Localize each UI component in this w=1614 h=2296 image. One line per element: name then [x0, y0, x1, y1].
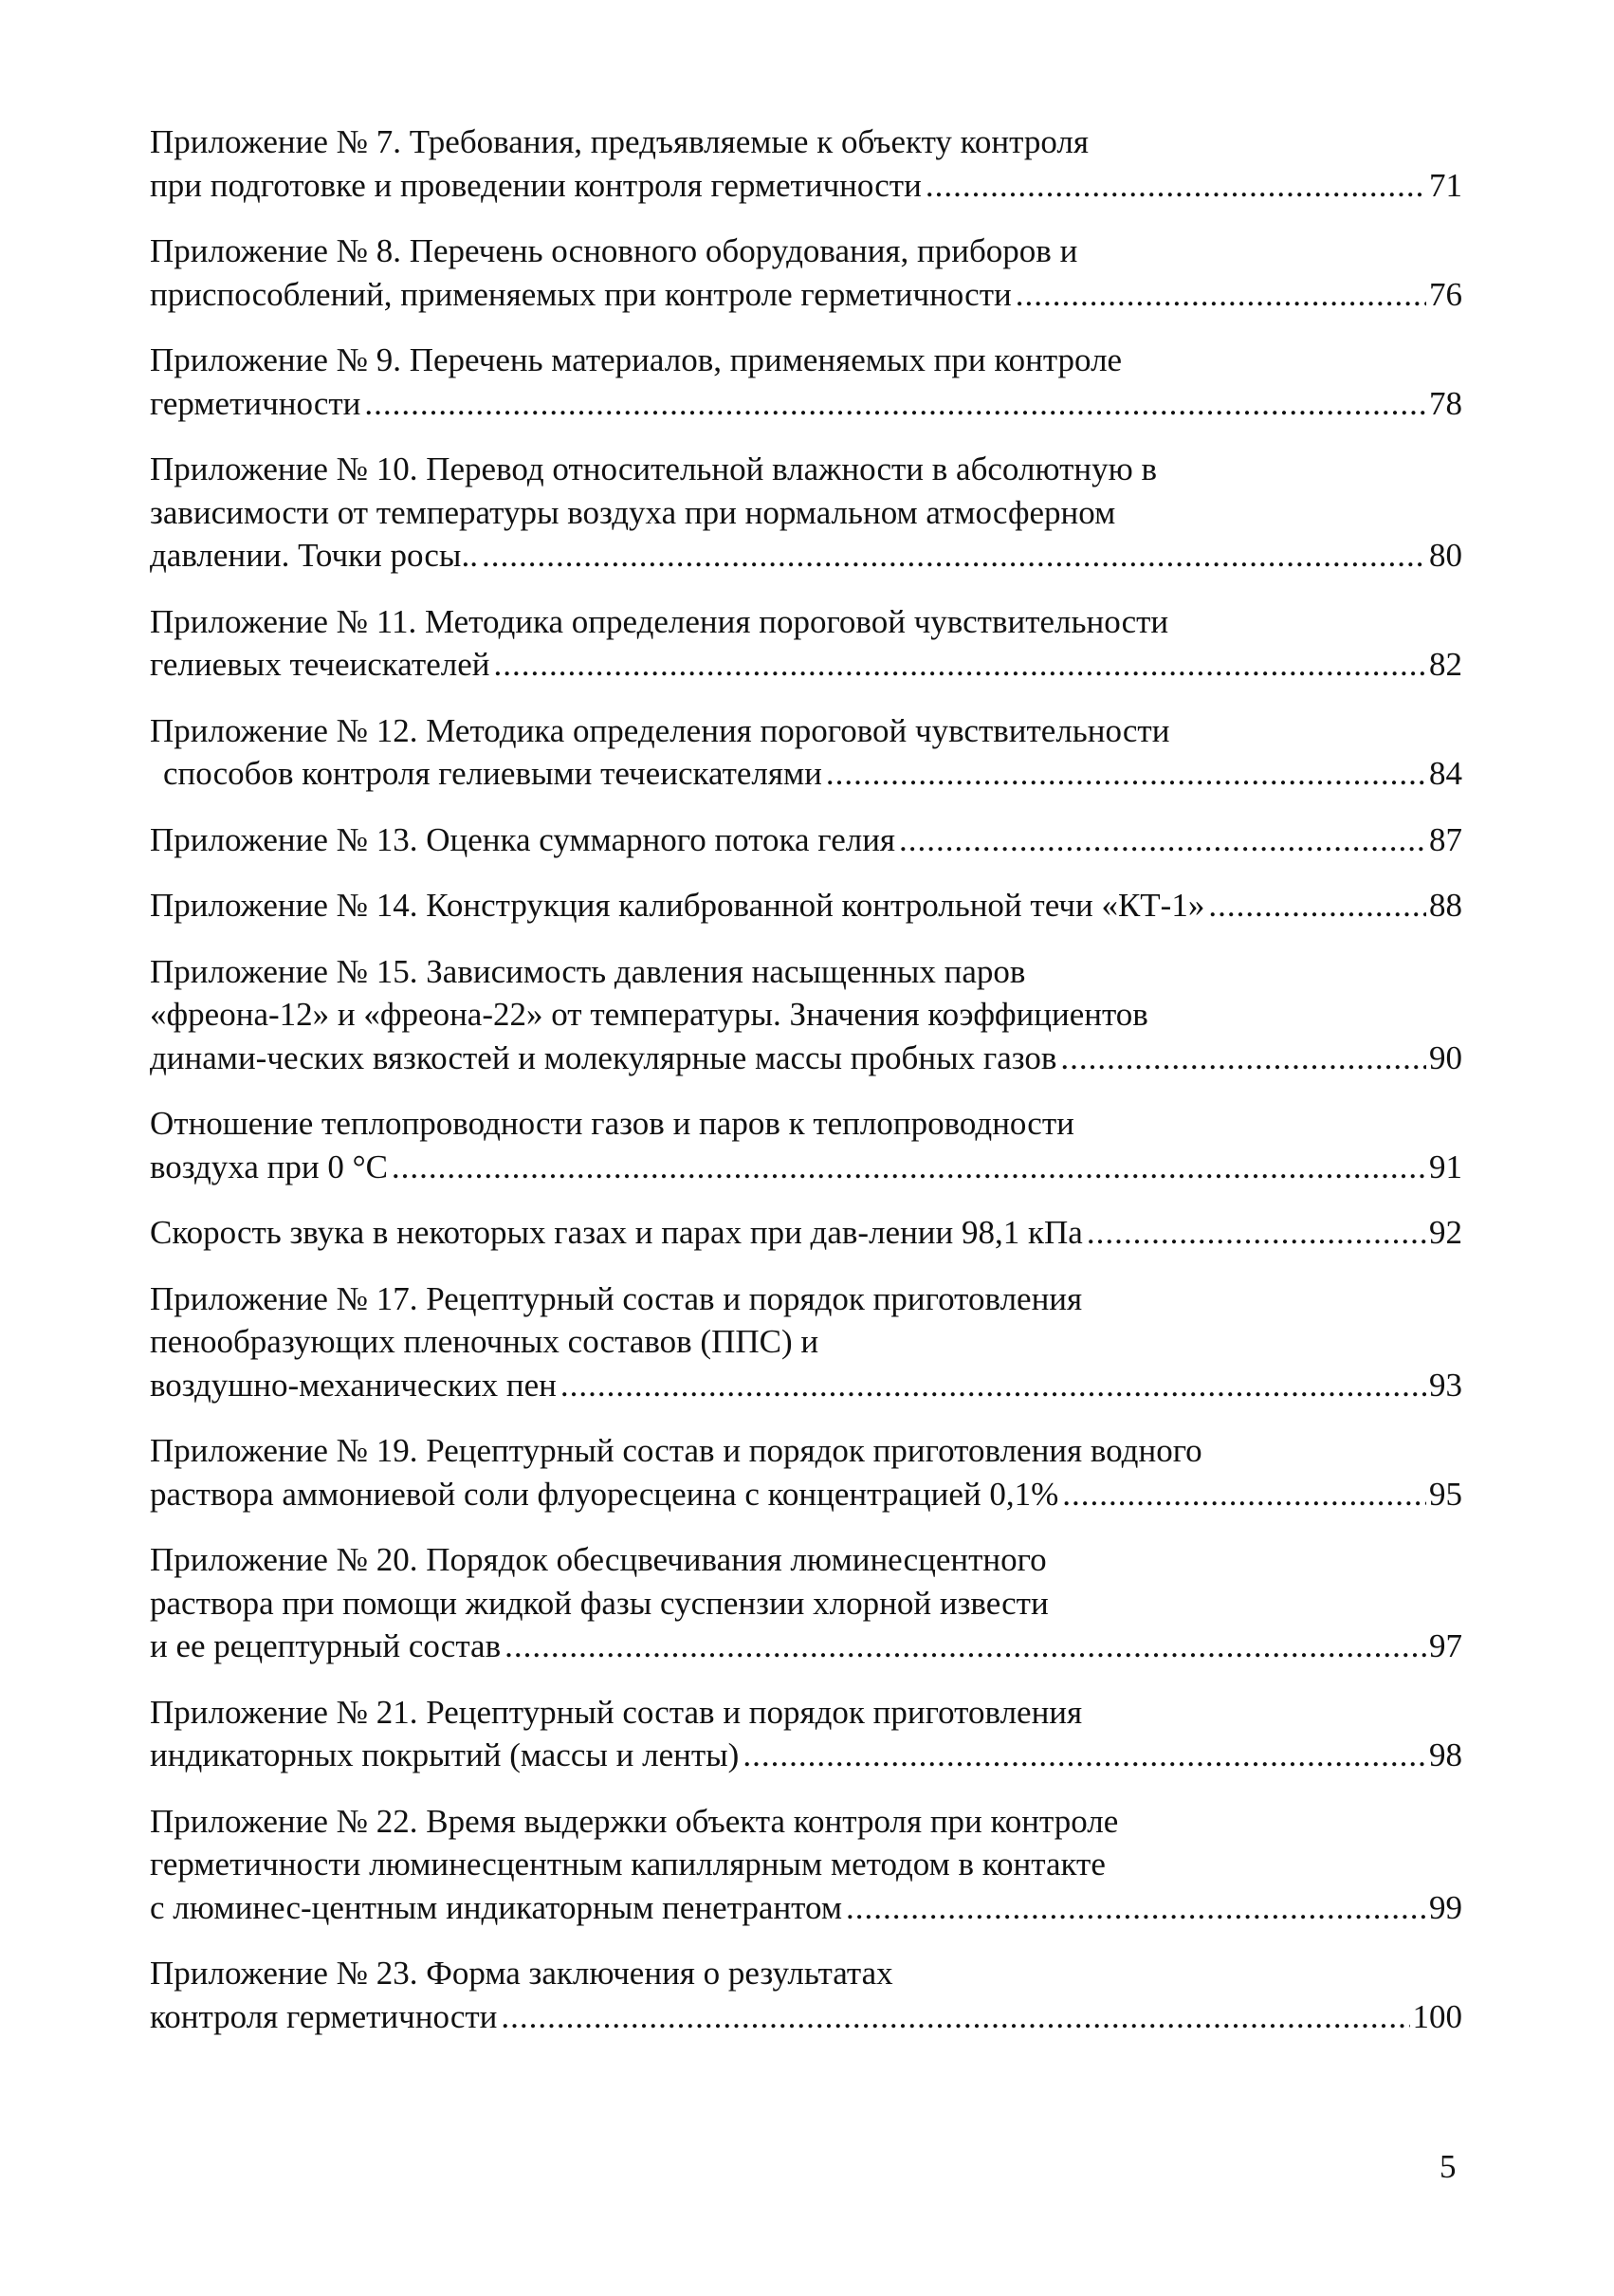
toc-entry: [150, 600, 1462, 687]
toc-entry-title-end: давлении. Точки росы..: [150, 537, 478, 574]
toc-entry-last-line: [150, 1625, 1462, 1668]
toc-page-number: 80: [1429, 537, 1462, 574]
toc-page-number: 100: [1412, 1997, 1462, 2035]
toc-page-number: 91: [1429, 1148, 1462, 1185]
toc-entry-title-end: индикаторных покрытий (массы и ленты): [150, 1736, 740, 1773]
toc-entry-last-line: [150, 1364, 1462, 1407]
toc-entry-title-line: «фреона-12» и «фреона-22» от температуры. Значения коэффициентов: [150, 996, 1148, 1033]
toc-entry-title-end: воздушно-механических пен: [150, 1366, 557, 1404]
dot-leader: [926, 164, 1426, 208]
toc-entry-title-end: и ее рецептурный состав: [150, 1627, 502, 1664]
dot-leader: [364, 382, 1426, 426]
toc-entry-title-line: Приложение № 12. Методика определения пороговой чувствительности: [150, 711, 1170, 749]
dot-leader: [392, 1146, 1426, 1189]
toc-entry-title-end: приспособлений, применяемых при контроле герметичности: [150, 275, 1012, 313]
dot-leader: [743, 1734, 1426, 1777]
dot-leader: [1062, 1473, 1426, 1516]
toc-page-number: 92: [1429, 1214, 1462, 1251]
toc-entry-title-end: раствора аммониевой соли флуоресцеина с концентрацией 0,1%: [150, 1475, 1059, 1513]
toc-entry-title-line: Приложение № 20. Порядок обесцвечивания люминесцентного: [150, 1541, 1047, 1578]
toc-entry-title-line: Приложение № 23. Форма заключения о результатах: [150, 1955, 893, 1992]
toc-entry: [150, 1277, 1462, 1407]
toc-entry: [150, 950, 1462, 1080]
toc-entry-title-line: Приложение № 15. Зависимость давления насыщенных паров: [150, 952, 1026, 990]
toc-entry-last-line: [150, 818, 1462, 862]
toc-entry-last-line: [150, 534, 1462, 578]
toc-page-number: 98: [1429, 1736, 1462, 1773]
toc-page-number: 93: [1429, 1366, 1462, 1404]
toc-page-number: 76: [1429, 275, 1462, 313]
toc-entry: [150, 448, 1462, 578]
toc-page-number: 90: [1429, 1038, 1462, 1076]
toc-page-number: 97: [1429, 1627, 1462, 1664]
toc-entry-last-line: [150, 164, 1462, 208]
toc-entry-title-end: Приложение № 14. Конструкция калиброванной контрольной течи «КТ-1»: [150, 887, 1205, 924]
toc-entry-title-end: воздуха при 0 °С: [150, 1148, 388, 1185]
toc-entry-title-end: герметичности: [150, 384, 361, 422]
toc-entry: [150, 120, 1462, 207]
dot-leader: [1060, 1037, 1426, 1080]
toc-entry: [150, 339, 1462, 425]
toc-entry-title-line: Приложение № 10. Перевод относительной влажности в абсолютную в: [150, 450, 1158, 487]
toc-entry-title-line: Приложение № 21. Рецептурный состав и порядок приготовления: [150, 1693, 1083, 1731]
toc-entry: [150, 1952, 1462, 2038]
toc-entry-title-line: герметичности люминесцентным капиллярным методом в контакте: [150, 1846, 1106, 1883]
toc-entry-title-end: гелиевых течеискателей: [150, 646, 490, 683]
toc-entry: [150, 230, 1462, 316]
toc-entry-last-line: [150, 273, 1462, 317]
toc-entry: [150, 1800, 1462, 1930]
toc-entry-title-line: Приложение № 22. Время выдержки объекта контроля при контроле: [150, 1802, 1119, 1840]
toc-page-number: 78: [1429, 384, 1462, 422]
toc-entry-last-line: [150, 1211, 1462, 1255]
toc-page-number: 95: [1429, 1475, 1462, 1513]
toc-entry-last-line: [150, 1473, 1462, 1516]
toc-entry-title-line: зависимости от температуры воздуха при нормальном атмосферном: [150, 493, 1116, 531]
toc-entry-last-line: [150, 1037, 1462, 1080]
dot-leader: [560, 1364, 1426, 1407]
toc-page-number: 88: [1429, 887, 1462, 924]
toc-entry-last-line: [150, 643, 1462, 687]
dot-leader: [493, 643, 1426, 687]
dot-leader: [826, 752, 1426, 796]
toc-entry-title-line: Приложение № 19. Рецептурный состав и порядок приготовления водного: [150, 1432, 1202, 1469]
toc-entry: [150, 1102, 1462, 1188]
toc-entry-title-line: Приложение № 9. Перечень материалов, применяемых при контроле: [150, 341, 1123, 378]
toc-entry-title-line: Приложение № 8. Перечень основного оборудования, приборов и: [150, 232, 1078, 269]
toc-page-number: 84: [1429, 755, 1462, 792]
toc-entry-title-end: контроля герметичности: [150, 1997, 498, 2035]
dot-leader: [846, 1886, 1426, 1930]
toc-entry-title-line: Приложение № 11. Методика определения пороговой чувствительности: [150, 602, 1169, 640]
toc-entry-title-end: способов контроля гелиевыми течеискателями: [163, 755, 822, 792]
dot-leader: [482, 534, 1426, 578]
toc-entry-title-line: Отношение теплопроводности газов и паров к теплопроводности: [150, 1105, 1074, 1142]
toc-entry-title-line: Приложение № 17. Рецептурный состав и порядок приготовления: [150, 1279, 1083, 1317]
toc-entry: [150, 1429, 1462, 1515]
toc-entry-title-end: при подготовке и проведении контроля герметичности: [150, 166, 922, 204]
toc-entry: [150, 1211, 1462, 1255]
dot-leader: [1208, 884, 1426, 928]
toc-entry-last-line: [150, 1995, 1462, 2039]
toc-entry-title-end: динами-ческих вязкостей и молекулярные массы пробных газов: [150, 1038, 1057, 1076]
toc-entry-title-end: с люминес-центным индикаторным пенетрантом: [150, 1888, 842, 1926]
toc-entry: [150, 709, 1462, 796]
toc-page-number: 71: [1429, 166, 1462, 204]
dot-leader: [899, 818, 1426, 862]
toc-page-number: 87: [1429, 820, 1462, 858]
toc-entry: [150, 884, 1462, 928]
dot-leader: [1016, 273, 1426, 317]
toc-page-number: 82: [1429, 646, 1462, 683]
toc-entry: [150, 1691, 1462, 1777]
toc-entry-title-line: пенообразующих пленочных составов (ППС) и: [150, 1323, 819, 1360]
toc-entry-last-line: [150, 382, 1462, 426]
dot-leader: [501, 1995, 1409, 2039]
toc-page-number: 99: [1429, 1888, 1462, 1926]
toc-entry-title-end: Скорость звука в некоторых газах и парах при дав-лении 98,1 кПа: [150, 1214, 1083, 1251]
toc-entry-last-line: [150, 884, 1462, 928]
dot-leader: [1087, 1211, 1426, 1255]
toc-entry-title-end: Приложение № 13. Оценка суммарного потока гелия: [150, 820, 896, 858]
toc-entry-last-line: [150, 1734, 1462, 1777]
toc-entry-title-line: Приложение № 7. Требования, предъявляемые к объекту контроля: [150, 123, 1089, 160]
table-of-contents: [150, 120, 1462, 2061]
toc-entry-last-line: [150, 1886, 1462, 1930]
toc-entry-title-line: раствора при помощи жидкой фазы суспензии хлорной извести: [150, 1584, 1049, 1622]
toc-entry-last-line: [150, 752, 1462, 796]
dot-leader: [504, 1625, 1426, 1668]
page-number: 5: [1440, 2148, 1457, 2185]
toc-entry-last-line: [150, 1146, 1462, 1189]
toc-entry: [150, 818, 1462, 862]
toc-entry: [150, 1538, 1462, 1668]
